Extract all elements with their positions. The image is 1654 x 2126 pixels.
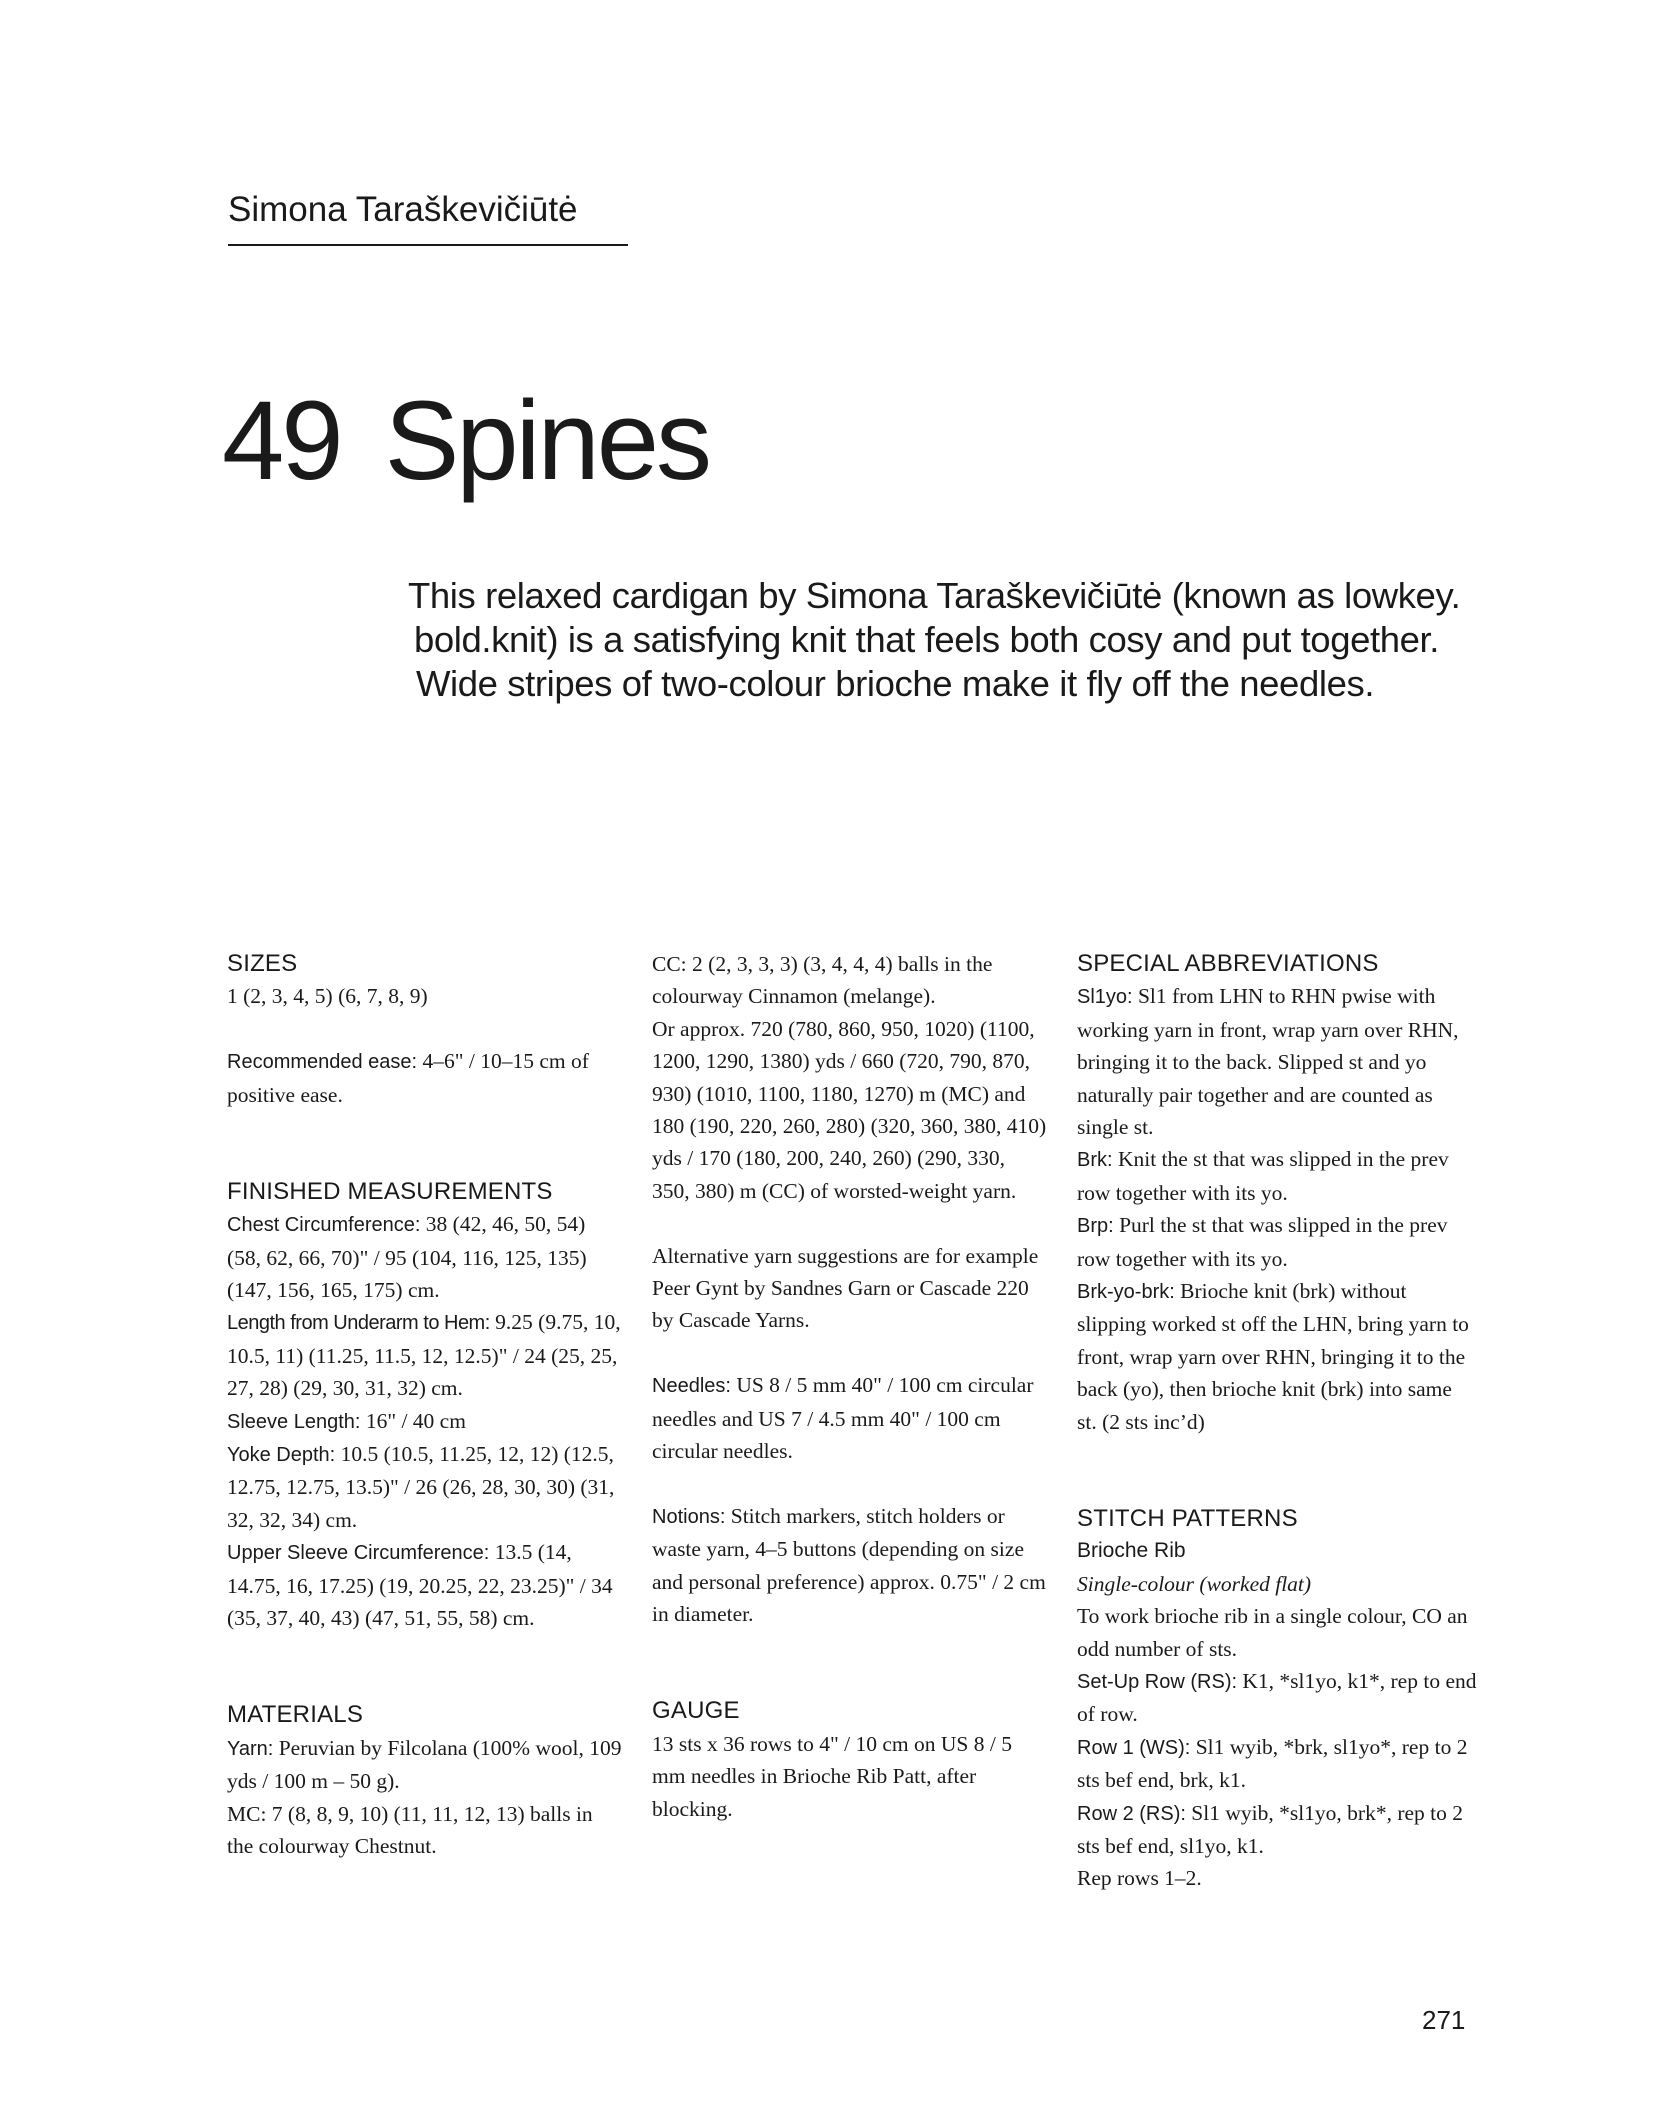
intro-line: Wide stripes of two-colour brioche make it fly off the needles.: [416, 663, 1375, 704]
column-right: [1077, 948, 1477, 1895]
needles-info: [652, 1369, 1047, 1467]
needles-text: US 8 / 5 mm 40" / 100 cm circular needles and US 7 / 4.5 mm 40" / 100 cm circular needles.: [652, 1373, 1034, 1464]
pattern-number: 49: [222, 378, 341, 503]
yarn-text: Peruvian by Filcolana (100% wool, 109 yds / 100 m – 50 g).: [227, 1735, 622, 1794]
measurement-text: 13.5 (14, 14.75, 16, 17.25) (19, 20.25, 22, 23.25)" / 34 (35, 37, 40, 43) (47, 51, 55, 58) cm.: [227, 1540, 613, 1631]
abbreviation-label: Sl1yo:: [1077, 986, 1133, 1009]
measurement-label: Yoke Depth:: [227, 1444, 336, 1467]
measurement-label: Chest Circumference:: [227, 1214, 421, 1237]
abbreviation-label: Brp:: [1077, 1215, 1114, 1238]
measurement-item: [227, 1208, 622, 1306]
measurement-label: Upper Sleeve Circumference:: [227, 1542, 490, 1565]
repeat-note: Rep rows 1–2.: [1077, 1866, 1202, 1891]
gauge-heading: GAUGE: [652, 1697, 740, 1725]
abbreviation-label: Brk-yo-brk:: [1077, 1281, 1175, 1304]
ease-label: Recommended ease:: [227, 1051, 418, 1074]
mc-info: MC: 7 (8, 8, 9, 10) (11, 11, 12, 13) balls in the colourway Chestnut.: [227, 1801, 593, 1858]
measurement-item: [227, 1438, 622, 1536]
abbreviation-label: Brk:: [1077, 1149, 1113, 1172]
intro-line: This relaxed cardigan by Simona Taraškevičiūtė (known as lowkey.: [408, 575, 1461, 616]
abbreviation-text: Purl the st that was slipped in the prev row together with its yo.: [1077, 1213, 1448, 1271]
gauge-text: 13 sts x 36 rows to 4" / 10 cm on US 8 / 5 mm needles in Brioche Rib Patt, after blocking.: [652, 1731, 1012, 1821]
abbreviation-item: [1077, 1143, 1477, 1209]
row-text: Sl1 wyib, *brk, sl1yo*, rep to 2 sts bef end, brk, k1.: [1077, 1734, 1468, 1793]
abbreviations-heading: SPECIAL ABBREVIATIONS: [1077, 950, 1379, 977]
abbreviation-text: Knit the st that was slipped in the prev row together with its yo.: [1077, 1147, 1449, 1205]
abbreviation-text: Sl1 from LHN to RHN pwise with working yarn in front, wrap yarn over RHN, bringing it to the back. Slipped st and yo naturally pair together and are counted as single st.: [1077, 984, 1459, 1140]
column-left: [227, 948, 622, 1862]
pattern-row: [1077, 1797, 1477, 1863]
measurement-item: [227, 1405, 622, 1438]
sizes-heading: SIZES: [227, 950, 298, 977]
pattern-row: [1077, 1665, 1477, 1731]
pattern-row: [1077, 1731, 1477, 1797]
measurement-label: Sleeve Length:: [227, 1410, 361, 1433]
row-label: Row 1 (WS):: [1077, 1736, 1191, 1759]
measurement-text: 10.5 (10.5, 11.25, 12, 12) (12.5, 12.75, 12.75, 13.5)" / 26 (26, 28, 30, 30) (31, 32, 32, 34) cm.: [227, 1442, 615, 1532]
abbreviation-item: [1077, 980, 1477, 1143]
needles-label: Needles:: [652, 1375, 731, 1398]
brioche-rib-variant: Single-colour (worked flat): [1077, 1571, 1312, 1596]
ease-text: 4–6" / 10–15 cm of positive ease.: [227, 1049, 589, 1107]
notions-label: Notions:: [652, 1505, 726, 1528]
row-text: Sl1 wyib, *sl1yo, brk*, rep to 2 sts bef end, sl1yo, k1.: [1077, 1800, 1464, 1858]
yarn-approx: Or approx. 720 (780, 860, 950, 1020) (1100, 1200, 1290, 1380) yds / 660 (720, 790, 870, 930) (1010, 1100, 1180, 1270) m (MC) and 180 (190, 220, 260, 280) (320, 360, 380, 410) yds / 170 (180, 200, 240, 260) (290, 330, 350, 380) m (CC) of worsted-weight yarn.: [652, 1016, 1047, 1203]
brioche-rib-intro: To work brioche rib in a single colour, CO an odd number of sts.: [1077, 1604, 1468, 1661]
intro-paragraph: [408, 574, 1488, 706]
sizes-values: 1 (2, 3, 4, 5) (6, 7, 8, 9): [227, 984, 428, 1009]
stitch-patterns-heading: STITCH PATTERNS: [1077, 1504, 1298, 1532]
yarn-label: Yarn:: [227, 1737, 274, 1760]
column-middle: [652, 948, 1047, 1825]
abbreviation-text: Brioche knit (brk) without slipping worked st off the LHN, bring yarn to front, wrap yarn over RHN, bringing it to the back (yo), then brioche knit (brk) into same st. (2 sts inc’d): [1077, 1279, 1469, 1434]
measurement-item: [227, 1306, 622, 1404]
measurement-text: 16" / 40 cm: [360, 1408, 466, 1433]
brioche-rib-subheading: Brioche Rib: [1077, 1539, 1186, 1563]
pattern-name: Spines: [384, 378, 710, 503]
row-label: Set-Up Row (RS):: [1077, 1670, 1238, 1693]
alternative-yarn: Alternative yarn suggestions are for example Peer Gynt by Sandnes Garn or Cascade 220 by Cascade Yarns.: [652, 1243, 1039, 1333]
recommended-ease: [227, 1045, 622, 1111]
row-text: K1, *sl1yo, k1*, rep to end of row.: [1077, 1668, 1477, 1727]
abbreviation-item: [1077, 1209, 1477, 1275]
notions-info: [652, 1500, 1047, 1631]
measurement-text: 38 (42, 46, 50, 54) (58, 62, 66, 70)" / 95 (104, 116, 125, 135) (147, 156, 165, 175) cm.: [227, 1212, 587, 1303]
measurement-text: 9.25 (9.75, 10, 10.5, 11) (11.25, 11.5, 12, 12.5)" / 24 (25, 25, 27, 28) (29, 30, 31, 32) cm.: [227, 1310, 621, 1401]
notions-text: Stitch markers, stitch holders or waste yarn, 4–5 buttons (depending on size and personal preference) approx. 0.75" / 2 cm in diameter.: [652, 1503, 1046, 1627]
intro-line: bold.knit) is a satisfying knit that feels both cosy and put together.: [414, 619, 1440, 660]
abbreviation-item: [1077, 1275, 1477, 1438]
row-label: Row 2 (RS):: [1077, 1802, 1186, 1825]
measurement-label: Length from Underarm to Hem:: [227, 1312, 490, 1335]
materials-heading: MATERIALS: [227, 1701, 364, 1729]
pattern-title: [222, 378, 710, 503]
finished-measurements-heading: FINISHED MEASUREMENTS: [227, 1177, 553, 1205]
cc-info: CC: 2 (2, 3, 3, 3) (3, 4, 4, 4) balls in the colourway Cinnamon (melange).: [652, 952, 993, 1009]
yarn-info: [227, 1732, 622, 1798]
designer-name: Simona Taraškevičiūtė: [228, 190, 628, 246]
measurement-item: [227, 1536, 622, 1634]
page-number: 271: [1422, 2005, 1466, 2035]
